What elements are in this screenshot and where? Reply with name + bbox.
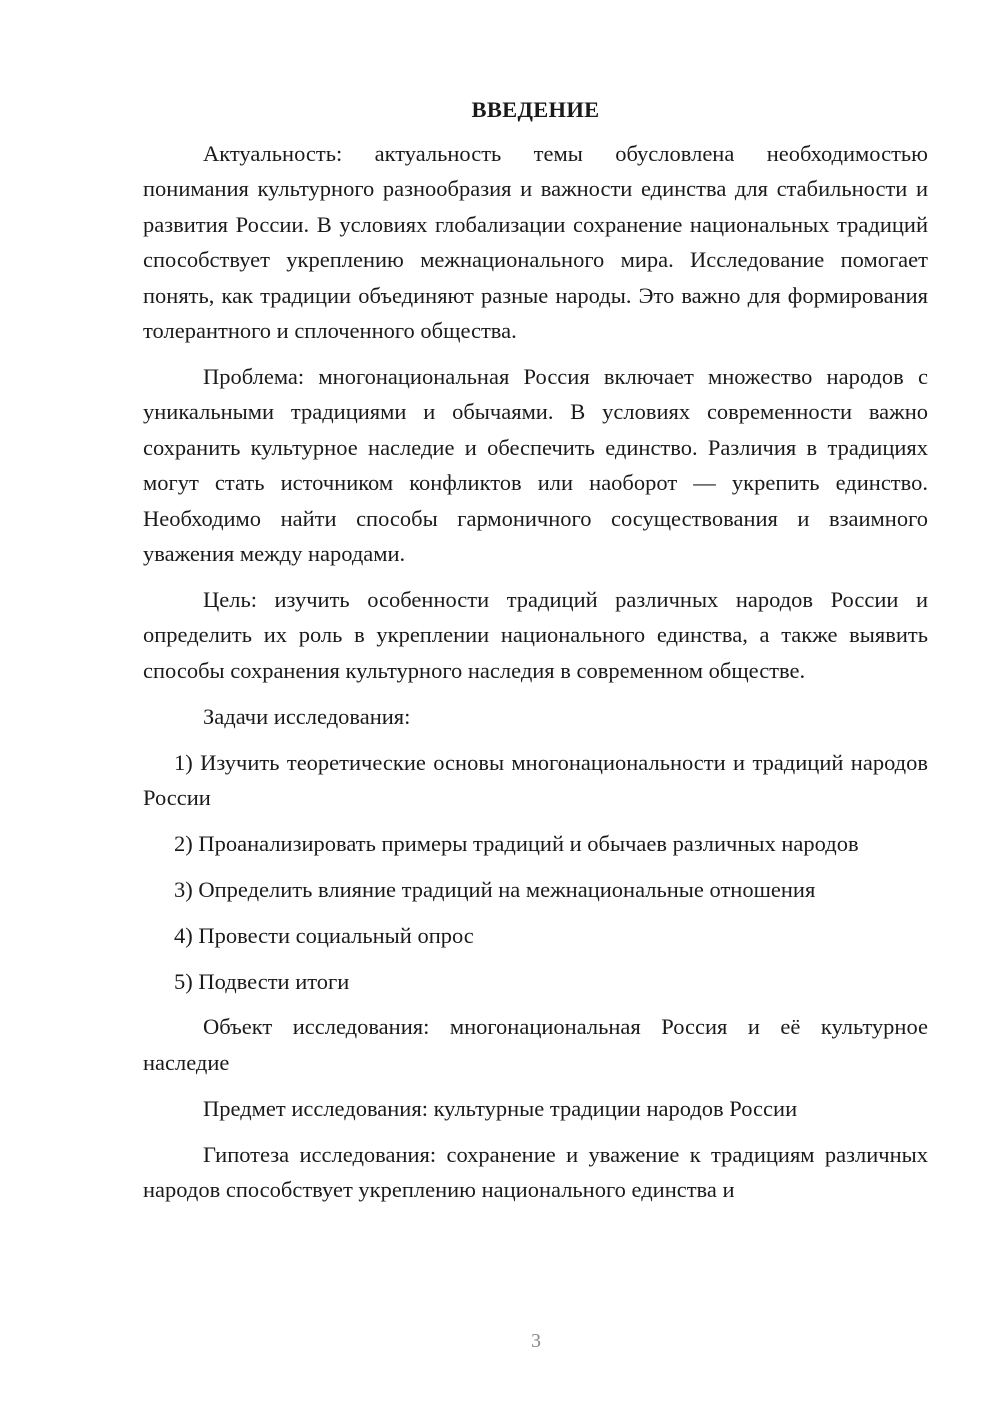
relevance-paragraph: Актуальность: актуальность темы обусловлена необходимостью понимания культурного разнообразия и важности единства для стабильности и развития России. В условиях глобализации сохранение национальных традиций способствует укреплению межнационального мира. Исследование помогает понять, как традиции объединяют разные народы. Это важно для формирования толерантного и сплоченного общества.: [143, 141, 928, 344]
task-item: 5) Подвести итоги: [174, 968, 350, 994]
task-item: 4) Провести социальный опрос: [174, 922, 474, 948]
subject-paragraph: Предмет исследования: культурные традиции народов России: [203, 1095, 798, 1121]
document-page: [143, 90, 928, 1218]
task-item: 1) Изучить теоретические основы многонациональности и традиций народов России: [143, 749, 928, 810]
goal-paragraph: Цель: изучить особенности традиций различных народов России и определить их роль в укреплении национального единства, а также выявить способы сохранения культурного наследия в современном обществе.: [143, 586, 928, 683]
tasks-title: Задачи исследования:: [203, 703, 411, 729]
task-item: 3) Определить влияние традиций на межнациональные отношения: [174, 876, 816, 902]
page-number: 3: [531, 1330, 541, 1352]
object-paragraph: Объект исследования: многонациональная Россия и её культурное наследие: [143, 1014, 928, 1075]
section-heading: ВВЕДЕНИЕ: [471, 97, 600, 122]
problem-paragraph: Проблема: многонациональная Россия включает множество народов с уникальными традициями и обычаями. В условиях современности важно сохранить культурное наследие и обеспечить единство. Различия в традициях могут стать источником конфликтов или наоборот — укрепить единство. Необходимо найти способы гармоничного сосуществования и взаимного уважения между народами.: [143, 363, 928, 566]
hypothesis-paragraph: Гипотеза исследования: сохранение и уважение к традициям различных народов способствует укреплению национального единства и: [143, 1141, 928, 1203]
task-item: 2) Проанализировать примеры традиций и обычаев различных народов: [174, 830, 859, 856]
